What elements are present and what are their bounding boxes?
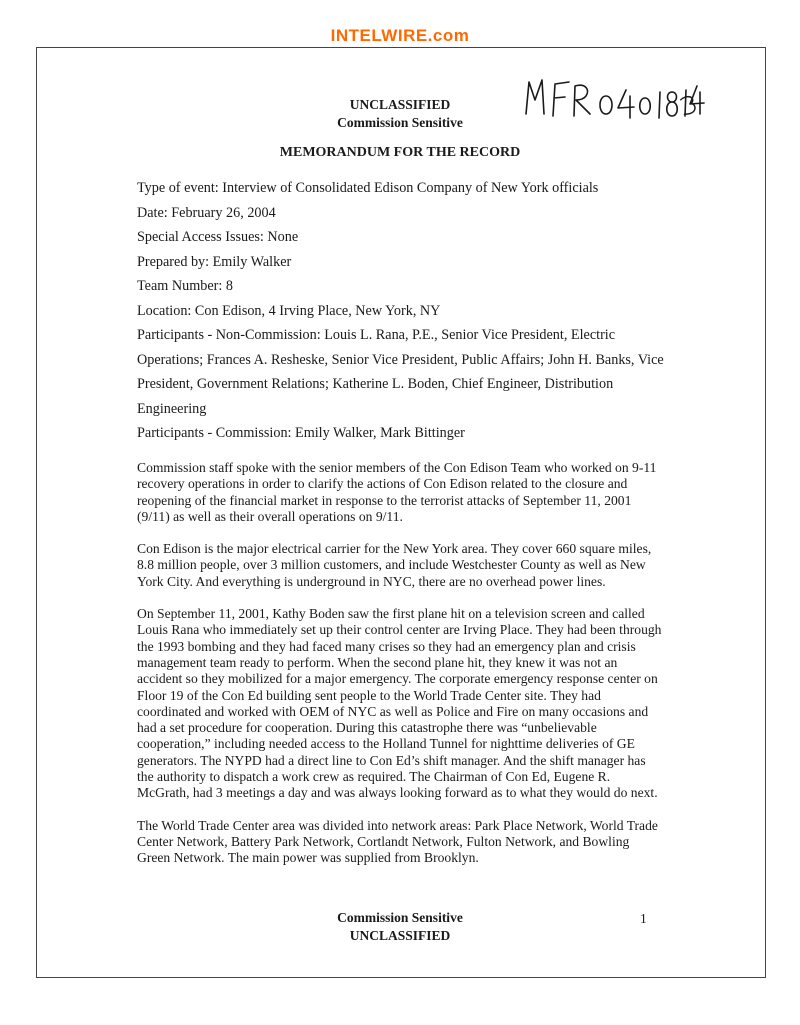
page-border-bottom [36,977,766,978]
document-footer [0,909,800,945]
memo-body [137,460,662,883]
body-paragraph: The World Trade Center area was divided into network areas: Park Place Network, World Trade Center Network, Battery Park Network, Cortlandt Network, Fulton Network, and Bowling Green Network. The main power was supplied from Brooklyn. [137,817,658,866]
memo-fields [137,176,667,446]
field-access-issues: Special Access Issues: None [137,229,299,245]
page-border-left [36,47,37,977]
page-border-right [765,47,766,977]
field-event-type: Type of event: Interview of Consolidated Edison Company of New York officials [137,180,599,196]
field-team-number: Team Number: 8 [137,278,233,294]
field-participants-non-commission: Participants - Non-Commission: Louis L. Rana, P.E., Senior Vice President, Electric Operations; Frances A. Resheske, Senior Vice President, Public Affairs; John H. Banks, Vice President, Government Relations; Katherine L. Boden, Chief Engineer, Distribution Engineering [137,327,664,417]
footer-sensitivity: Commission Sensitive [337,910,463,925]
page-border-top [36,47,766,48]
body-paragraph: On September 11, 2001, Kathy Boden saw the first plane hit on a television screen and called Louis Rana who immediately set up their control center are Irving Place. They had been through the 1993 bombing and they had faced many crises so they had an emergency plan and crisis management team ready to perform. When the second plane hit, they knew it was not an accident so they mobilized for a major emergency. The corporate emergency response center on Floor 19 of the Con Ed building sent people to the World Trade Center site. They had coordinated and worked with OEM of NYC as well as Police and Fire on many occasions and had a set procedure for cooperation. During this catastrophe there was “unbelievable cooperation,” including needed access to the Holland Tunnel for nighttime deliveries of GE generators. The NYPD had a direct line to Con Ed’s shift manager. And the shift manager has the authority to dispatch a work crew as required. The Chairman of Con Ed, Eugene R. McGrath, had 3 meetings a day and was always looking forward as to what they would do next. [137,606,662,801]
field-prepared-by: Prepared by: Emily Walker [137,253,292,270]
body-paragraph: Commission staff spoke with the senior members of the Con Edison Team who worked on 9-11 recovery operations in order to clarify the actions of Con Edison related to the closure and reopening of the financial market in response to the terrorist attacks of September 11, 2001 (9/11) as well as their overall operations on 9/11. [137,460,657,524]
intelwire-watermark: INTELWIRE.com [330,26,470,45]
field-date: Date: February 26, 2004 [137,204,276,221]
document-header [0,96,800,132]
memo-title: MEMORANDUM FOR THE RECORD [279,145,521,160]
page-number: 1 [640,911,647,926]
header-classification: UNCLASSIFIED [349,97,451,112]
field-participants-commission: Participants - Commission: Emily Walker, Mark Bittinger [137,425,465,441]
field-location: Location: Con Edison, 4 Irving Place, New York, NY [137,302,441,319]
body-paragraph: Con Edison is the major electrical carrier for the New York area. They cover 660 square miles, 8.8 million people, over 3 million customers, and include Westchester County as well as New York City. And everything is underground in NYC, there are no overhead power lines. [137,541,652,589]
header-sensitivity: Commission Sensitive [337,115,463,130]
footer-classification: UNCLASSIFIED [349,928,451,943]
